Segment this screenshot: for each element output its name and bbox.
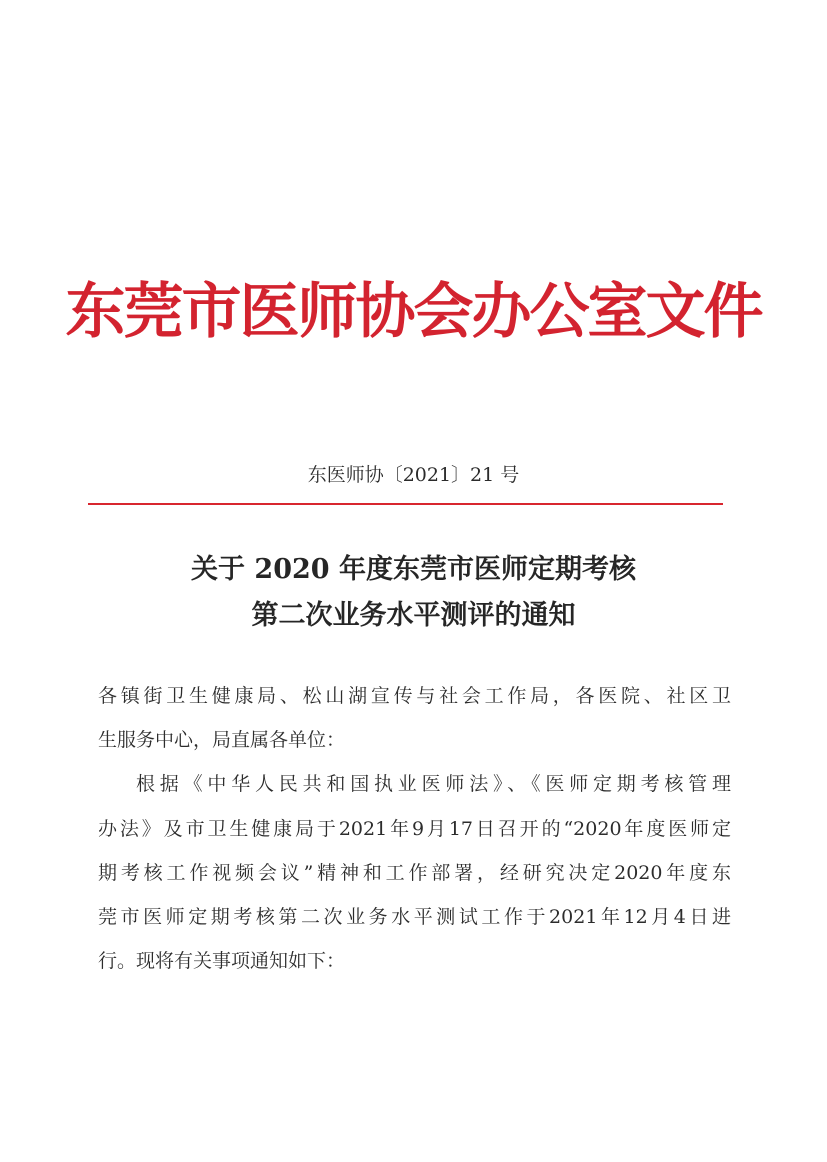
body-line-paragraph-3: 期考核工作视频会议”精神和工作部署，经研究决定2020年度东	[98, 861, 731, 884]
notice-title	[0, 547, 827, 639]
document-number: 东医师协〔2021〕21 号	[307, 464, 520, 486]
body-line-paragraph-5: 行。现将有关事项通知如下：	[98, 950, 346, 973]
body-line-paragraph-4: 莞市医师定期考核第二次业务水平测试工作于2021年12月4日进	[98, 905, 731, 928]
notice-title-line-1: 关于 2020 年度东莞市医师定期考核	[191, 554, 636, 585]
body-line-recipients-1: 各镇街卫生健康局、松山湖宣传与社会工作局，各医院、社区卫	[98, 685, 731, 707]
notice-body	[98, 674, 731, 983]
body-line-paragraph-1: 根据《中华人民共和国执业医师法》、《医师定期考核管理	[136, 773, 731, 796]
letterhead-title: 东莞市医师协会办公室文件	[65, 277, 762, 347]
body-line-paragraph-2: 办法》及市卫生健康局于2021年9月17日召开的“2020年度医师定	[98, 817, 731, 840]
red-divider-line	[88, 503, 723, 505]
notice-title-line-2: 第二次业务水平测评的通知	[251, 600, 576, 631]
body-line-recipients-2: 生服务中心，局直属各单位：	[98, 729, 346, 752]
